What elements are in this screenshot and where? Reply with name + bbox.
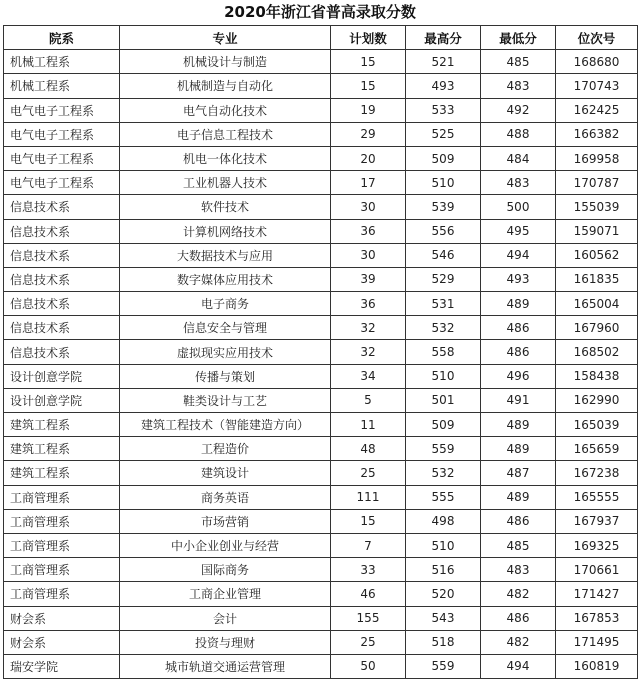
min-score-cell: 483: [481, 558, 556, 582]
plan-cell: 17: [331, 171, 406, 195]
plan-cell: 25: [331, 630, 406, 654]
plan-cell: 15: [331, 509, 406, 533]
min-score-cell: 500: [481, 195, 556, 219]
plan-cell: 29: [331, 122, 406, 146]
table-row: [4, 122, 638, 146]
major-cell: 机械设计与制造: [120, 50, 331, 74]
plan-cell: 30: [331, 243, 406, 267]
rank-cell: 162425: [556, 98, 638, 122]
major-cell: 城市轨道交通运营管理: [120, 654, 331, 678]
table-row: [4, 316, 638, 340]
rank-cell: 165659: [556, 437, 638, 461]
rank-cell: 167238: [556, 461, 638, 485]
max-score-cell: 546: [406, 243, 481, 267]
min-score-cell: 482: [481, 630, 556, 654]
plan-cell: 46: [331, 582, 406, 606]
max-score-cell: 559: [406, 654, 481, 678]
department-cell: 信息技术系: [4, 243, 120, 267]
table-row: [4, 558, 638, 582]
major-cell: 机电一体化技术: [120, 146, 331, 170]
department-cell: 财会系: [4, 630, 120, 654]
rank-cell: 160819: [556, 654, 638, 678]
department-cell: 设计创意学院: [4, 364, 120, 388]
plan-cell: 39: [331, 267, 406, 291]
table-row: [4, 364, 638, 388]
table-row: [4, 195, 638, 219]
max-score-cell: 510: [406, 171, 481, 195]
department-cell: 电气电子工程系: [4, 146, 120, 170]
department-cell: 工商管理系: [4, 558, 120, 582]
major-cell: 建筑设计: [120, 461, 331, 485]
rank-cell: 168680: [556, 50, 638, 74]
rank-cell: 167960: [556, 316, 638, 340]
table-header-row: [4, 26, 638, 50]
rank-cell: 158438: [556, 364, 638, 388]
department-cell: 建筑工程系: [4, 437, 120, 461]
major-cell: 传播与策划: [120, 364, 331, 388]
rank-cell: 166382: [556, 122, 638, 146]
rank-cell: 169958: [556, 146, 638, 170]
max-score-cell: 532: [406, 316, 481, 340]
major-cell: 工业机器人技术: [120, 171, 331, 195]
min-score-cell: 495: [481, 219, 556, 243]
table-row: [4, 98, 638, 122]
table-row: [4, 243, 638, 267]
header-major: 专业: [120, 26, 331, 50]
department-cell: 工商管理系: [4, 533, 120, 557]
table-row: [4, 219, 638, 243]
max-score-cell: 520: [406, 582, 481, 606]
major-cell: 中小企业创业与经营: [120, 533, 331, 557]
max-score-cell: 493: [406, 74, 481, 98]
department-cell: 电气电子工程系: [4, 98, 120, 122]
table-row: [4, 461, 638, 485]
rank-cell: 159071: [556, 219, 638, 243]
department-cell: 机械工程系: [4, 74, 120, 98]
max-score-cell: 559: [406, 437, 481, 461]
rank-cell: 170661: [556, 558, 638, 582]
rank-cell: 165555: [556, 485, 638, 509]
header-min-score: 最低分: [481, 26, 556, 50]
min-score-cell: 485: [481, 50, 556, 74]
rank-cell: 167853: [556, 606, 638, 630]
rank-cell: 171495: [556, 630, 638, 654]
admission-scores-table: [3, 25, 638, 679]
min-score-cell: 486: [481, 340, 556, 364]
table-row: [4, 146, 638, 170]
department-cell: 瑞安学院: [4, 654, 120, 678]
max-score-cell: 498: [406, 509, 481, 533]
major-cell: 大数据技术与应用: [120, 243, 331, 267]
major-cell: 投资与理财: [120, 630, 331, 654]
table-row: [4, 292, 638, 316]
min-score-cell: 486: [481, 316, 556, 340]
min-score-cell: 493: [481, 267, 556, 291]
min-score-cell: 489: [481, 413, 556, 437]
min-score-cell: 482: [481, 582, 556, 606]
max-score-cell: 543: [406, 606, 481, 630]
major-cell: 信息安全与管理: [120, 316, 331, 340]
table-row: [4, 267, 638, 291]
table-row: [4, 413, 638, 437]
department-cell: 建筑工程系: [4, 413, 120, 437]
rank-cell: 170743: [556, 74, 638, 98]
department-cell: 工商管理系: [4, 582, 120, 606]
major-cell: 机械制造与自动化: [120, 74, 331, 98]
major-cell: 电子信息工程技术: [120, 122, 331, 146]
rank-cell: 171427: [556, 582, 638, 606]
rank-cell: 168502: [556, 340, 638, 364]
header-department: 院系: [4, 26, 120, 50]
department-cell: 建筑工程系: [4, 461, 120, 485]
table-row: [4, 630, 638, 654]
max-score-cell: 510: [406, 533, 481, 557]
department-cell: 工商管理系: [4, 485, 120, 509]
min-score-cell: 492: [481, 98, 556, 122]
rank-cell: 162990: [556, 388, 638, 412]
plan-cell: 15: [331, 74, 406, 98]
header-plan: 计划数: [331, 26, 406, 50]
min-score-cell: 483: [481, 74, 556, 98]
department-cell: 电气电子工程系: [4, 122, 120, 146]
max-score-cell: 555: [406, 485, 481, 509]
table-row: [4, 388, 638, 412]
max-score-cell: 533: [406, 98, 481, 122]
major-cell: 虚拟现实应用技术: [120, 340, 331, 364]
table-row: [4, 582, 638, 606]
department-cell: 工商管理系: [4, 509, 120, 533]
max-score-cell: 501: [406, 388, 481, 412]
plan-cell: 11: [331, 413, 406, 437]
plan-cell: 7: [331, 533, 406, 557]
min-score-cell: 489: [481, 485, 556, 509]
plan-cell: 20: [331, 146, 406, 170]
major-cell: 数字媒体应用技术: [120, 267, 331, 291]
table-row: [4, 50, 638, 74]
min-score-cell: 483: [481, 171, 556, 195]
max-score-cell: 510: [406, 364, 481, 388]
plan-cell: 50: [331, 654, 406, 678]
major-cell: 工程造价: [120, 437, 331, 461]
rank-cell: 169325: [556, 533, 638, 557]
table-body: [4, 50, 638, 679]
plan-cell: 36: [331, 219, 406, 243]
plan-cell: 111: [331, 485, 406, 509]
rank-cell: 161835: [556, 267, 638, 291]
max-score-cell: 518: [406, 630, 481, 654]
department-cell: 机械工程系: [4, 50, 120, 74]
department-cell: 电气电子工程系: [4, 171, 120, 195]
table-row: [4, 74, 638, 98]
min-score-cell: 487: [481, 461, 556, 485]
plan-cell: 5: [331, 388, 406, 412]
table-row: [4, 340, 638, 364]
max-score-cell: 532: [406, 461, 481, 485]
min-score-cell: 484: [481, 146, 556, 170]
max-score-cell: 525: [406, 122, 481, 146]
table-row: [4, 485, 638, 509]
max-score-cell: 521: [406, 50, 481, 74]
major-cell: 鞋类设计与工艺: [120, 388, 331, 412]
major-cell: 国际商务: [120, 558, 331, 582]
max-score-cell: 509: [406, 146, 481, 170]
department-cell: 信息技术系: [4, 219, 120, 243]
major-cell: 商务英语: [120, 485, 331, 509]
table-row: [4, 171, 638, 195]
plan-cell: 48: [331, 437, 406, 461]
max-score-cell: 516: [406, 558, 481, 582]
plan-cell: 33: [331, 558, 406, 582]
min-score-cell: 486: [481, 509, 556, 533]
department-cell: 设计创意学院: [4, 388, 120, 412]
plan-cell: 30: [331, 195, 406, 219]
min-score-cell: 491: [481, 388, 556, 412]
max-score-cell: 558: [406, 340, 481, 364]
department-cell: 信息技术系: [4, 267, 120, 291]
rank-cell: 155039: [556, 195, 638, 219]
department-cell: 信息技术系: [4, 292, 120, 316]
min-score-cell: 494: [481, 654, 556, 678]
rank-cell: 165039: [556, 413, 638, 437]
department-cell: 信息技术系: [4, 195, 120, 219]
min-score-cell: 496: [481, 364, 556, 388]
min-score-cell: 489: [481, 437, 556, 461]
page-title: 2020年浙江省普高录取分数: [224, 3, 416, 21]
plan-cell: 36: [331, 292, 406, 316]
table-row: [4, 533, 638, 557]
table-row: [4, 654, 638, 678]
major-cell: 工商企业管理: [120, 582, 331, 606]
header-rank: 位次号: [556, 26, 638, 50]
max-score-cell: 539: [406, 195, 481, 219]
plan-cell: 34: [331, 364, 406, 388]
rank-cell: 165004: [556, 292, 638, 316]
major-cell: 会计: [120, 606, 331, 630]
max-score-cell: 509: [406, 413, 481, 437]
max-score-cell: 529: [406, 267, 481, 291]
min-score-cell: 488: [481, 122, 556, 146]
plan-cell: 32: [331, 340, 406, 364]
department-cell: 财会系: [4, 606, 120, 630]
min-score-cell: 494: [481, 243, 556, 267]
min-score-cell: 489: [481, 292, 556, 316]
major-cell: 建筑工程技术（智能建造方向）: [120, 413, 331, 437]
max-score-cell: 531: [406, 292, 481, 316]
plan-cell: 155: [331, 606, 406, 630]
major-cell: 计算机网络技术: [120, 219, 331, 243]
major-cell: 软件技术: [120, 195, 331, 219]
table-row: [4, 437, 638, 461]
table-row: [4, 509, 638, 533]
min-score-cell: 486: [481, 606, 556, 630]
max-score-cell: 556: [406, 219, 481, 243]
plan-cell: 19: [331, 98, 406, 122]
min-score-cell: 485: [481, 533, 556, 557]
plan-cell: 32: [331, 316, 406, 340]
department-cell: 信息技术系: [4, 316, 120, 340]
major-cell: 电子商务: [120, 292, 331, 316]
major-cell: 电气自动化技术: [120, 98, 331, 122]
rank-cell: 170787: [556, 171, 638, 195]
department-cell: 信息技术系: [4, 340, 120, 364]
table-row: [4, 606, 638, 630]
plan-cell: 25: [331, 461, 406, 485]
header-max-score: 最高分: [406, 26, 481, 50]
rank-cell: 160562: [556, 243, 638, 267]
plan-cell: 15: [331, 50, 406, 74]
rank-cell: 167937: [556, 509, 638, 533]
major-cell: 市场营销: [120, 509, 331, 533]
